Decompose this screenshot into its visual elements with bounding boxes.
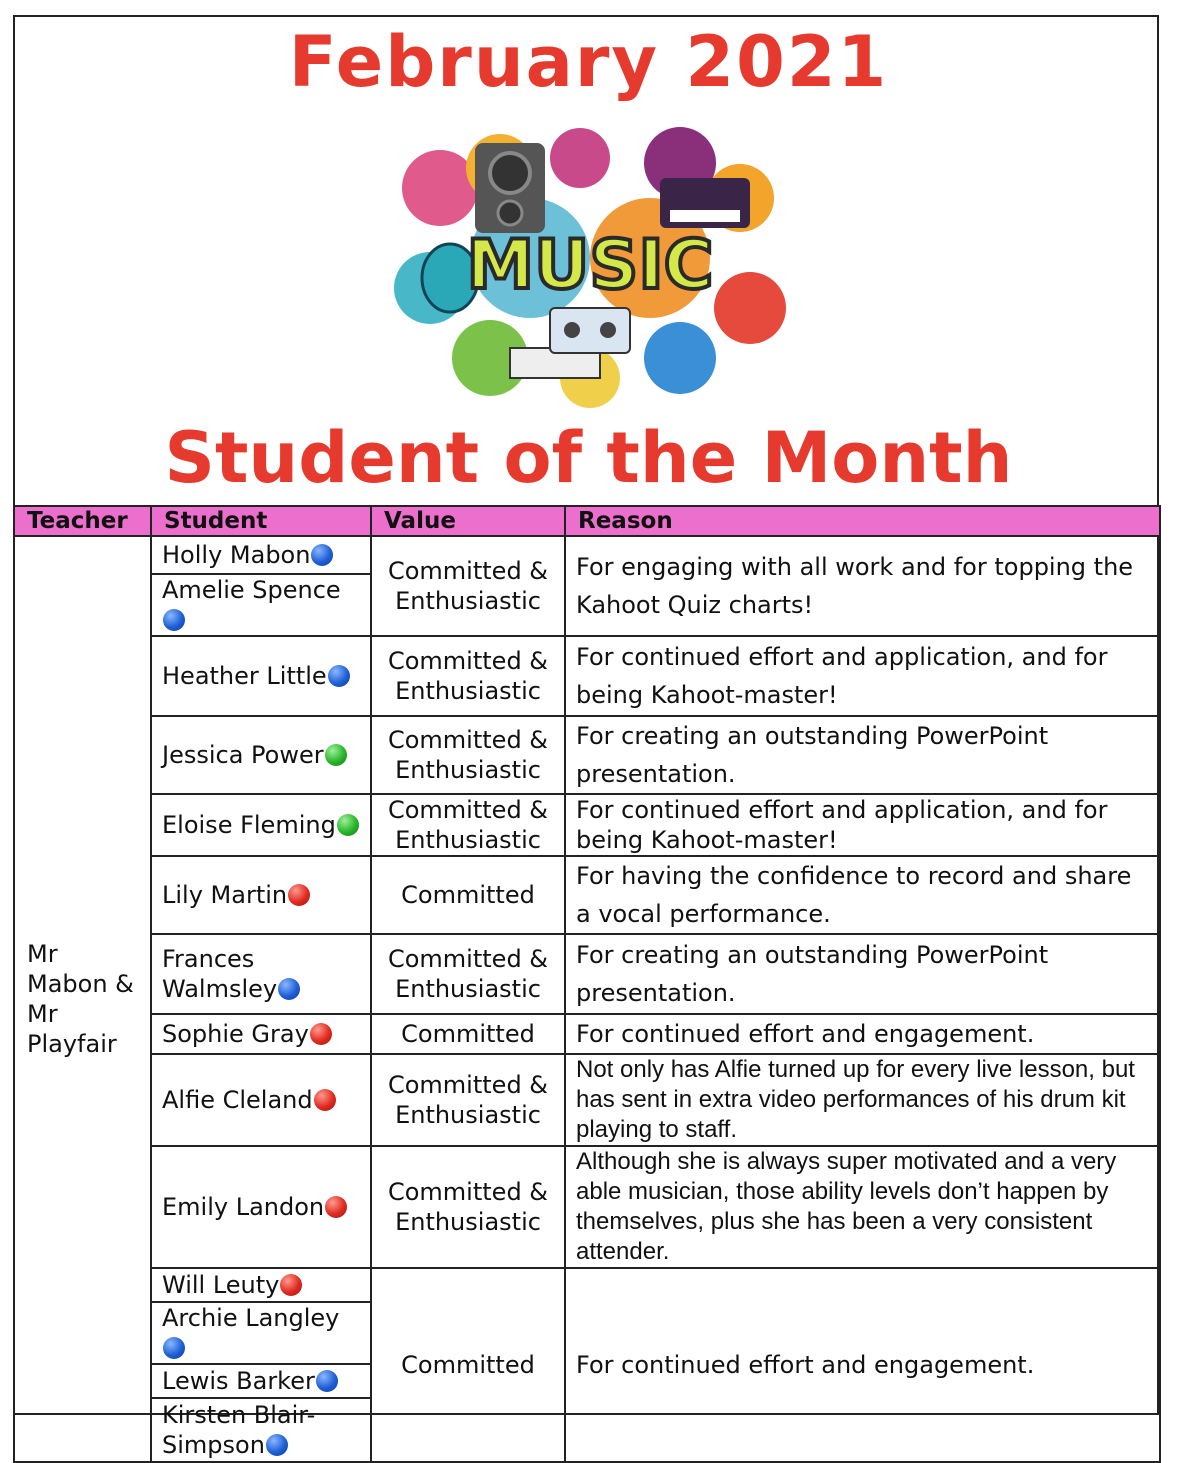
blue-dot-icon (278, 978, 300, 1000)
red-dot-icon (314, 1089, 336, 1111)
blue-dot-icon (163, 1337, 185, 1359)
table-row (14, 1014, 1160, 1054)
value-cell: Committed (371, 1268, 565, 1462)
reason-cell: For continued effort and engagement. (565, 1268, 1160, 1462)
teacher-cell: Mr Mabon & Mr Playfair (14, 536, 151, 1462)
green-dot-icon (337, 814, 359, 836)
student-name: Alfie Cleland (162, 1086, 313, 1114)
blue-dot-icon (266, 1434, 288, 1456)
student-cell (151, 856, 371, 934)
music-collage-image (380, 118, 800, 413)
reason-cell: Not only has Alfie turned up for every live lesson, but has sent in extra video performances of his drum kit playing to staff. (565, 1054, 1160, 1146)
student-cell (151, 934, 371, 1014)
value-cell: Committed & Enthusiastic (371, 1054, 565, 1146)
table-row (14, 1268, 1160, 1302)
reason-cell: For engaging with all work and for topping the Kahoot Quiz charts! (565, 536, 1160, 636)
value-cell: Committed & Enthusiastic (371, 794, 565, 856)
student-cell (151, 1364, 371, 1398)
blue-dot-icon (163, 609, 185, 631)
student-cell (151, 1302, 371, 1364)
student-name: Lewis Barker (162, 1367, 315, 1395)
red-dot-icon (280, 1274, 302, 1296)
student-name: Eloise Fleming (162, 811, 336, 839)
student-cell (151, 536, 371, 574)
student-name: Amelie Spence (162, 576, 341, 604)
blue-dot-icon (311, 544, 333, 566)
student-cell (151, 1268, 371, 1302)
page-title: February 2021 (288, 21, 889, 103)
value-cell: Committed & Enthusiastic (371, 536, 565, 636)
table-row (14, 856, 1160, 934)
table-row (14, 934, 1160, 1014)
value-cell: Committed & Enthusiastic (371, 934, 565, 1014)
student-table (13, 505, 1161, 1463)
column-header-teacher: Teacher (14, 506, 151, 536)
table-row (14, 536, 1160, 574)
student-cell (151, 574, 371, 636)
reason-cell: Although she is always super motivated and a very able musician, those ability levels don’t happen by themselves, plus she has been a very consistent attender. (565, 1146, 1160, 1268)
table-row (14, 1054, 1160, 1146)
student-cell (151, 716, 371, 794)
value-cell: Committed (371, 856, 565, 934)
blue-dot-icon (316, 1370, 338, 1392)
value-cell: Committed & Enthusiastic (371, 636, 565, 716)
student-cell (151, 794, 371, 856)
music-lettering: MUSIC (466, 226, 714, 305)
student-name: Jessica Power (162, 741, 324, 769)
table-row (14, 1146, 1160, 1268)
value-cell: Committed (371, 1014, 565, 1054)
reason-cell: For continued effort and application, and for being Kahoot-master! (565, 636, 1160, 716)
student-cell (151, 636, 371, 716)
student-name: Emily Landon (162, 1193, 325, 1221)
student-name: Archie Langley (162, 1304, 340, 1332)
page-subtitle: Student of the Month (164, 417, 1013, 499)
student-cell (151, 1014, 371, 1054)
student-name: Sophie Gray (162, 1020, 309, 1048)
table-header-row (14, 506, 1160, 536)
value-cell: Committed & Enthusiastic (371, 716, 565, 794)
table-row (14, 636, 1160, 716)
student-name: Frances Walmsley (162, 945, 278, 1003)
table-row (14, 794, 1160, 856)
table-row (14, 716, 1160, 794)
student-name: Heather Little (162, 662, 327, 690)
column-header-value: Value (371, 506, 565, 536)
column-header-student: Student (151, 506, 371, 536)
green-dot-icon (325, 744, 347, 766)
student-cell (151, 1054, 371, 1146)
reason-cell: For creating an outstanding PowerPoint presentation. (565, 934, 1160, 1014)
reason-cell: For creating an outstanding PowerPoint presentation. (565, 716, 1160, 794)
reason-cell: For continued effort and engagement. (565, 1014, 1160, 1054)
student-name: Lily Martin (162, 881, 288, 909)
red-dot-icon (288, 884, 310, 906)
red-dot-icon (310, 1023, 332, 1045)
student-name: Will Leuty (162, 1271, 280, 1299)
blue-dot-icon (328, 665, 350, 687)
student-name: Kirsten Blair-Simpson (162, 1401, 316, 1459)
reason-cell: For having the confidence to record and share a vocal performance. (565, 856, 1160, 934)
reason-cell: For continued effort and application, and for being Kahoot-master! (565, 794, 1160, 856)
value-cell: Committed & Enthusiastic (371, 1146, 565, 1268)
student-cell (151, 1398, 371, 1462)
student-cell (151, 1146, 371, 1268)
student-name: Holly Mabon (162, 541, 311, 569)
red-dot-icon (325, 1196, 347, 1218)
column-header-reason: Reason (565, 506, 1160, 536)
